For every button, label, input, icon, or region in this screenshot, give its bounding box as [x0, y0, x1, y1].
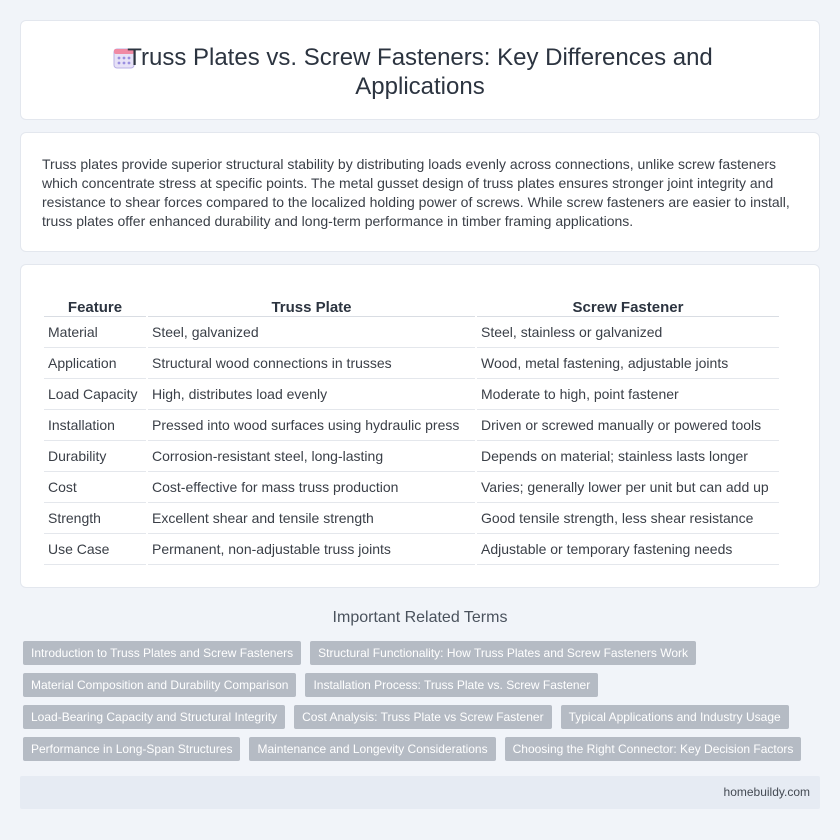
related-term-tag[interactable]: Maintenance and Longevity Considerations: [249, 737, 495, 761]
header-truss-plate: Truss Plate: [148, 295, 475, 317]
feature-cell: Load Capacity: [44, 379, 146, 410]
feature-cell: Installation: [44, 410, 146, 441]
feature-cell: Strength: [44, 503, 146, 534]
truss-plate-cell: Steel, galvanized: [148, 317, 475, 348]
feature-cell: Durability: [44, 441, 146, 472]
screw-fastener-cell: Adjustable or temporary fastening needs: [477, 534, 779, 565]
table-row: [44, 410, 779, 441]
header-screw-fastener: Screw Fastener: [477, 295, 779, 317]
truss-plate-cell: Corrosion-resistant steel, long-lasting: [148, 441, 475, 472]
screw-fastener-cell: Moderate to high, point fastener: [477, 379, 779, 410]
intro-paragraph: Truss plates provide superior structural stability by distributing loads evenly across connections, unlike screw fasteners which concentrate stress at specific points. The metal gusset design of truss plates ensures stronger joint integrity and resistance to shear forces compared to the localized holding power of screws. While screw fasteners are easier to install, truss plates offer enhanced durability and long-term performance in timber framing applications.: [42, 156, 790, 229]
related-term-tag[interactable]: Material Composition and Durability Comparison: [23, 673, 296, 697]
screw-fastener-cell: Wood, metal fastening, adjustable joints: [477, 348, 779, 379]
feature-cell: Material: [44, 317, 146, 348]
screw-fastener-cell: Good tensile strength, less shear resistance: [477, 503, 779, 534]
feature-cell: Cost: [44, 472, 146, 503]
related-terms-list: [23, 641, 823, 769]
table-row: [44, 503, 779, 534]
related-term-tag[interactable]: Structural Functionality: How Truss Plates and Screw Fasteners Work: [310, 641, 696, 665]
truss-plate-cell: Excellent shear and tensile strength: [148, 503, 475, 534]
title-card: [20, 20, 820, 120]
related-terms-title: Important Related Terms: [332, 609, 508, 626]
related-term-tag[interactable]: Choosing the Right Connector: Key Decision Factors: [505, 737, 802, 761]
screw-fastener-cell: Steel, stainless or galvanized: [477, 317, 779, 348]
truss-plate-cell: High, distributes load evenly: [148, 379, 475, 410]
table-row: [44, 441, 779, 472]
table-row: [44, 317, 779, 348]
screw-fastener-cell: Depends on material; stainless lasts longer: [477, 441, 779, 472]
intro-card: [20, 132, 820, 252]
related-term-tag[interactable]: Installation Process: Truss Plate vs. Screw Fastener: [305, 673, 598, 697]
site-domain[interactable]: homebuildy.com: [723, 785, 810, 799]
related-term-tag[interactable]: Cost Analysis: Truss Plate vs Screw Fastener: [294, 705, 551, 729]
truss-plate-cell: Permanent, non-adjustable truss joints: [148, 534, 475, 565]
screw-fastener-cell: Varies; generally lower per unit but can add up: [477, 472, 779, 503]
table-row: [44, 472, 779, 503]
header-feature: Feature: [44, 295, 146, 317]
feature-cell: Use Case: [44, 534, 146, 565]
table-row: [44, 534, 779, 565]
truss-plate-cell: Structural wood connections in trusses: [148, 348, 475, 379]
feature-cell: Application: [44, 348, 146, 379]
related-term-tag[interactable]: Load-Bearing Capacity and Structural Integrity: [23, 705, 285, 729]
truss-plate-cell: Pressed into wood surfaces using hydraulic press: [148, 410, 475, 441]
screw-fastener-cell: Driven or screwed manually or powered tools: [477, 410, 779, 441]
related-term-tag[interactable]: Performance in Long-Span Structures: [23, 737, 240, 761]
table-header-row: [44, 295, 779, 317]
footer: [20, 776, 820, 809]
related-term-tag[interactable]: Typical Applications and Industry Usage: [561, 705, 789, 729]
related-term-tag[interactable]: Introduction to Truss Plates and Screw Fasteners: [23, 641, 301, 665]
truss-plate-cell: Cost-effective for mass truss production: [148, 472, 475, 503]
page-title: Truss Plates vs. Screw Fasteners: Key Differences and Applications: [127, 44, 713, 100]
comparison-card: [20, 264, 820, 588]
table-row: [44, 348, 779, 379]
comparison-table: [42, 295, 781, 565]
table-row: [44, 379, 779, 410]
